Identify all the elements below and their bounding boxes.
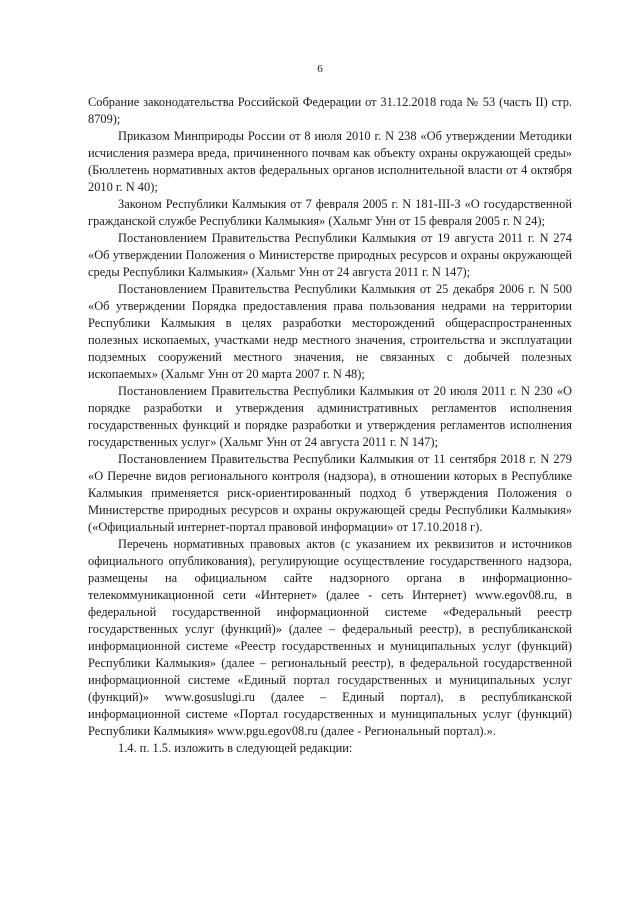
- paragraph-item-1-4: 1.4. п. 1.5. изложить в следующей редакции:: [118, 741, 353, 755]
- paragraph-kalmykia-law-civil-service: Законом Республики Калмыкия от 7 февраля 2005 г. N 181-III-З «О государственной гражданской службе Республики Калмыкия» (Хальмг Унн от 15 февраля 2005 г. N 24);: [88, 197, 572, 228]
- paragraph-resolution-274: Постановлением Правительства Республики Калмыкия от 19 августа 2011 г. N 274 «Об утверждении Положения о Министерстве природных ресурсов и охраны окружающей среды Республики Калмыкия» (Хальмг Унн от 24 августа 2011 г. N 147);: [88, 231, 572, 279]
- paragraph-minprirody-order: Приказом Минприроды России от 8 июля 2010 г. N 238 «Об утверждении Методики исчисления размера вреда, причиненного почвам как объекту охраны окружающей среды» (Бюллетень нормативных актов федеральных органов исполнительной власти от 4 октября 2010 г. N 40);: [88, 129, 572, 194]
- paragraph-source-continuation: Собрание законодательства Российской Федерации от 31.12.2018 года № 53 (часть II) стр. 8709);: [88, 95, 572, 126]
- paragraph-acts-list-publication: Перечень нормативных правовых актов (с указанием их реквизитов и источников официального опубликования), регулирующие осуществление государственного надзора, размещены на официальном сайте надзорного органа в информационно-телекоммуникационной сети «Интернет» (далее - сеть Интернет) www.egov08.ru, в федеральной государственной информационной системе «Федеральный реестр государственных услуг (функций)» (далее – федеральный реестр), в республиканской информационной системе «Реестр государственных и муниципальных услуг (функций) Республики Калмыкия» (далее – региональный реестр), в федеральной государственной информационной системе «Единый портал государственных и муниципальных услуг (функций)» www.gosuslugi.ru (далее – Единый портал), в республиканской информационной системе «Портал государственных и муниципальных услуг (функций) Республики Калмыкия» www.pgu.egov08.ru (далее - Региональный портал).».: [88, 537, 572, 738]
- document-body: [88, 94, 572, 757]
- paragraph-resolution-230: Постановлением Правительства Республики Калмыкия от 20 июля 2011 г. N 230 «О порядке разработки и утверждения административных регламентов исполнения государственных функций и порядке разработки и утверждения регламентов исполнения государственных услуг» (Хальмг Унн от 24 августа 2011 г. N 147);: [88, 384, 572, 449]
- page-number: 6: [317, 63, 323, 75]
- paragraph-resolution-500: Постановлением Правительства Республики Калмыкия от 25 декабря 2006 г. N 500 «Об утверждении Порядка предоставления права пользования недрами на территории Республики Калмыкия в целях разработки месторождений общераспространенных полезных ископаемых, участками недр местного значения, строительства и эксплуатации подземных сооружений местного значения, не связанных с добычей полезных ископаемых» (Хальмг Унн от 20 марта 2007 г. N 48);: [88, 282, 572, 381]
- paragraph-resolution-279: Постановлением Правительства Республики Калмыкия от 11 сентября 2018 г. N 279 «О Перечне видов регионального контроля (надзора), в отношении которых в Республике Калмыкия применяется риск-ориентированный подход б утверждения Положения о Министерстве природных ресурсов и охраны окружающей среды Республики Калмыкия» («Официальный интернет-портал правовой информации» от 17.10.2018 г).: [88, 452, 572, 534]
